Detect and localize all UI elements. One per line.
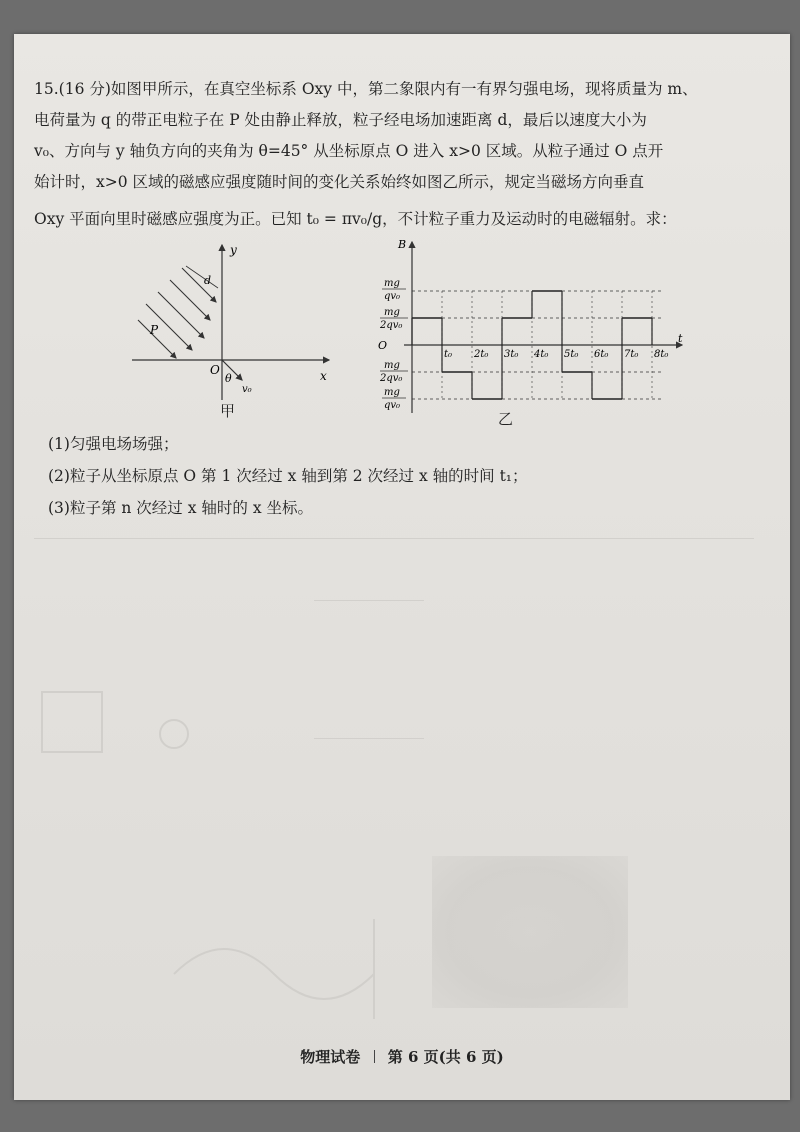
footer-divider xyxy=(374,1050,375,1063)
problem-line-1 xyxy=(34,74,774,105)
tick-label-3: 3t₀ xyxy=(504,349,519,360)
tick-label-2: 2t₀ xyxy=(474,349,489,360)
tick-label-6: 6t₀ xyxy=(594,349,609,360)
distance-label: d xyxy=(204,274,212,287)
problem-line-3: v₀、方向与 y 轴负方向的夹角为 θ=45° 从坐标原点 O 进入 x>0 区域。从粒子通过 O 点开 xyxy=(34,142,664,160)
tick-label-8: 8t₀ xyxy=(654,349,669,360)
angle-label: θ xyxy=(225,372,232,385)
exam-page xyxy=(14,34,790,1100)
figure-jia-caption: 甲 xyxy=(220,402,236,420)
footer-subject: 物理试卷 xyxy=(300,1048,361,1066)
problem-line-5: Oxy 平面向里时磁感应强度为正。已知 t₀ = πv₀/g，不计粒子重力及运动时的电磁辐射。求： xyxy=(34,210,677,228)
problem-points: (16 分) xyxy=(58,80,111,98)
point-p-label: P xyxy=(150,323,159,337)
field-line-3 xyxy=(158,292,204,338)
tick-label-1: t₀ xyxy=(444,349,453,360)
page-footer xyxy=(14,1046,790,1067)
t-axis-label: t xyxy=(678,332,683,345)
y-axis-label: y xyxy=(230,243,237,257)
level-half-num: mg xyxy=(384,307,400,318)
problem-number: 15. xyxy=(34,80,59,98)
level-nhalf-num: mg xyxy=(384,360,400,371)
tick-label-7: 7t₀ xyxy=(624,349,639,360)
question-3: (3)粒子第 n 次经过 x 轴时的 x 坐标。 xyxy=(48,499,313,517)
problem-text-1: 如图甲所示，在真空坐标系 Oxy 中，第二象限内有一有界匀强电场，现将质量为 m、 xyxy=(110,80,698,98)
footer-page: 第 6 页(共 6 页) xyxy=(387,1048,504,1066)
level-nhalf-den: 2qv₀ xyxy=(380,373,403,384)
level-half-den: 2qv₀ xyxy=(380,320,403,331)
figure-yi-caption: 乙 xyxy=(498,410,514,428)
origin-label: O xyxy=(378,339,388,352)
problem-line-4: 始计时，x>0 区域的磁感应强度随时间的变化关系始终如图乙所示，规定当磁场方向垂直 xyxy=(34,173,645,191)
origin-label: O xyxy=(210,363,220,377)
velocity-label: v₀ xyxy=(242,384,252,395)
figure-jia xyxy=(124,240,344,410)
problem-line-2: 电荷量为 q 的带正电粒子在 P 处由静止释放，粒子经电场加速距离 d，最后以速度大小为 xyxy=(34,111,647,129)
level-top-num: mg xyxy=(384,278,400,289)
problem-15 xyxy=(34,74,774,235)
bleed-through-photo xyxy=(432,856,628,1008)
level-top-den: qv₀ xyxy=(384,291,401,302)
level-nfull-num: mg xyxy=(384,387,400,398)
figure-yi xyxy=(364,238,694,418)
tick-label-5: 5t₀ xyxy=(564,349,579,360)
b-axis-label: B xyxy=(398,238,407,251)
level-nfull-den: qv₀ xyxy=(384,400,401,411)
tick-label-4: 4t₀ xyxy=(534,349,549,360)
x-axis-label: x xyxy=(320,369,327,383)
question-2: (2)粒子从坐标原点 O 第 1 次经过 x 轴到第 2 次经过 x 轴的时间 t₁； xyxy=(48,467,528,485)
question-1: (1)匀强电场场强； xyxy=(48,435,179,453)
